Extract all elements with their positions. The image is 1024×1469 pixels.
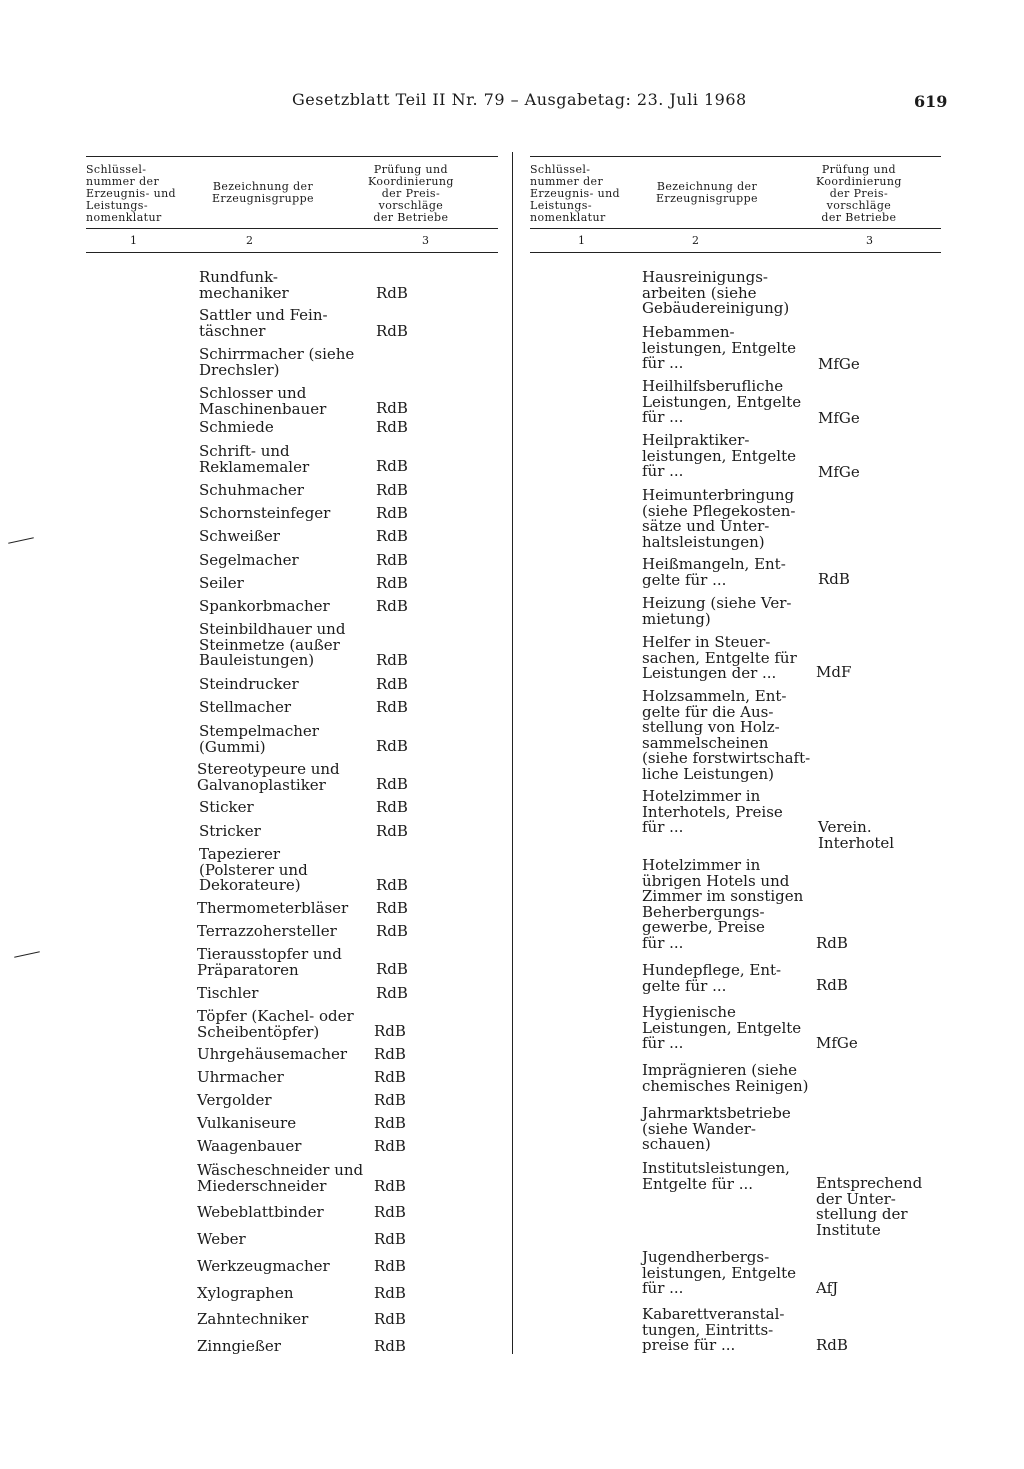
responsible-body: RdB — [374, 1284, 406, 1302]
responsible-body: RdB — [376, 775, 408, 793]
list-item: Xylographen — [197, 1284, 294, 1302]
responsible-body: RdB — [374, 1091, 406, 1109]
responsible-body: RdB — [376, 418, 408, 436]
list-item: Segelmacher — [199, 551, 299, 569]
list-item: Jahrmarktsbetriebe (siehe Wander- schauen) — [642, 1104, 791, 1154]
responsible-body: RdB — [374, 1230, 406, 1248]
header-key-number: Schlüssel- nummer der Erzeugnis- und Leistungs- nomenklatur — [530, 163, 620, 224]
responsible-body: RdB — [376, 899, 408, 917]
responsible-body: RdB — [816, 1336, 848, 1354]
responsible-body: RdB — [376, 984, 408, 1002]
responsible-body: MfGe — [818, 355, 860, 373]
column-number-3: 3 — [866, 234, 873, 247]
responsible-body: RdB — [374, 1114, 406, 1132]
list-item: Zahntechniker — [197, 1310, 309, 1328]
list-item: Spankorbmacher — [199, 597, 330, 615]
header-key-number: Schlüssel- nummer der Erzeugnis- und Leistungs- nomenklatur — [86, 163, 176, 224]
responsible-body: RdB — [376, 737, 408, 755]
list-item: Stereotypeure und Galvanoplastiker — [197, 760, 340, 794]
list-item: Webeblattbinder — [197, 1203, 324, 1221]
list-item: Wäscheschneider und Miederschneider — [197, 1161, 364, 1195]
column-number-2: 2 — [692, 234, 699, 247]
list-item: Heilpraktiker- leistungen, Entgelte für ... — [642, 431, 797, 481]
responsible-body: RdB — [376, 876, 408, 894]
responsible-body: RdB — [374, 1045, 406, 1063]
responsible-body: RdB — [376, 322, 408, 340]
responsible-body: RdB — [376, 597, 408, 615]
responsible-body: RdB — [374, 1257, 406, 1275]
list-item: Uhrmacher — [197, 1068, 284, 1086]
list-item: Thermometerbläser — [197, 899, 349, 917]
list-item: Rundfunk- mechaniker — [199, 268, 289, 302]
responsible-body: RdB — [816, 976, 848, 994]
responsible-body: RdB — [376, 698, 408, 716]
list-item: Heilhilfsberufliche Leistungen, Entgelte für ... — [642, 377, 802, 427]
responsible-body: RdB — [376, 675, 408, 693]
table-rule-bottom — [530, 252, 941, 253]
list-item: Zinngießer — [197, 1337, 281, 1355]
list-item: Steinbildhauer und Steinmetze (außer Bauleistungen) — [199, 620, 346, 670]
margin-mark — [8, 537, 34, 543]
list-item: Kabarettveranstal- tungen, Eintritts- preise für ... — [642, 1305, 785, 1355]
responsible-body: RdB — [374, 1203, 406, 1221]
responsible-body: MfGe — [818, 409, 860, 427]
responsible-body: AfJ — [816, 1279, 839, 1297]
responsible-body: RdB — [376, 527, 408, 545]
responsible-body: RdB — [816, 934, 848, 952]
responsible-body: RdB — [376, 798, 408, 816]
header-group-name: Bezeichnung der Erzeugnisgruppe — [212, 180, 314, 205]
responsible-body: Entsprechend der Unter- stellung der Institute — [816, 1174, 923, 1239]
table-rule-top — [86, 156, 498, 157]
list-item: Hebammen- leistungen, Entgelte für ... — [642, 323, 797, 373]
list-item: Jugendherbergs- leistungen, Entgelte für ... — [642, 1248, 797, 1298]
list-item: Schornsteinfeger — [199, 504, 331, 522]
responsible-body: RdB — [376, 574, 408, 592]
list-item: Waagenbauer — [197, 1137, 302, 1155]
list-item: Institutsleistungen, Entgelte für ... — [642, 1159, 790, 1193]
responsible-body: Verein. Interhotel — [818, 818, 895, 852]
page-header: Gesetzblatt Teil II Nr. 79 – Ausgabetag: 23. Juli 1968 — [292, 90, 747, 109]
responsible-body: RdB — [374, 1137, 406, 1155]
list-item: Sattler und Fein- täschner — [199, 306, 328, 340]
list-item: Heimunterbringung (siehe Pflegekosten- sätze und Unter- haltsleistungen) — [642, 486, 796, 551]
table-rule-mid — [86, 228, 498, 229]
list-item: Schlosser und Maschinenbauer — [199, 384, 327, 418]
column-number-1: 1 — [578, 234, 585, 247]
list-item: Tischler — [197, 984, 259, 1002]
column-number-1: 1 — [130, 234, 137, 247]
header-price-check: Prüfung und Koordinierung der Preis- vorschläge der Betriebe — [368, 163, 454, 224]
list-item: Hausreinigungs- arbeiten (siehe Gebäudereinigung) — [642, 268, 790, 318]
column-number-2: 2 — [246, 234, 253, 247]
responsible-body: RdB — [376, 504, 408, 522]
list-item: Hundepflege, Ent- gelte für ... — [642, 961, 782, 995]
table-rule-top — [530, 156, 941, 157]
responsible-body: MdF — [816, 663, 852, 681]
responsible-body: MfGe — [816, 1034, 858, 1052]
list-item: Schuhmacher — [199, 481, 304, 499]
list-item: Hotelzimmer in Interhotels, Preise für ... — [642, 787, 783, 837]
list-item: Heißmangeln, Ent- gelte für ... — [642, 555, 786, 589]
list-item: Sticker — [199, 798, 254, 816]
responsible-body: RdB — [374, 1022, 406, 1040]
responsible-body: RdB — [374, 1337, 406, 1355]
list-item: Imprägnieren (siehe chemisches Reinigen) — [642, 1061, 809, 1095]
responsible-body: MfGe — [818, 463, 860, 481]
responsible-body: RdB — [376, 284, 408, 302]
list-item: Hygienische Leistungen, Entgelte für ... — [642, 1003, 802, 1053]
list-item: Werkzeugmacher — [197, 1257, 330, 1275]
column-number-3: 3 — [422, 234, 429, 247]
responsible-body: RdB — [374, 1310, 406, 1328]
list-item: Helfer in Steuer- sachen, Entgelte für Leistungen der ... — [642, 633, 797, 683]
list-item: Schrift- und Reklamemaler — [199, 442, 310, 476]
responsible-body: RdB — [376, 822, 408, 840]
table-rule-mid — [530, 228, 941, 229]
responsible-body: RdB — [818, 570, 850, 588]
page-number: 619 — [914, 92, 948, 111]
responsible-body: RdB — [376, 457, 408, 475]
header-price-check: Prüfung und Koordinierung der Preis- vorschläge der Betriebe — [816, 163, 902, 224]
responsible-body: RdB — [374, 1177, 406, 1195]
list-item: Stempelmacher (Gummi) — [199, 722, 319, 756]
list-item: Vulkaniseure — [197, 1114, 297, 1132]
responsible-body: RdB — [376, 960, 408, 978]
list-item: Hotelzimmer in übrigen Hotels und Zimmer im sonstigen Beherbergungs- gewerbe, Preise für ... — [642, 856, 804, 952]
list-item: Holzsammeln, Ent- gelte für die Aus- stellung von Holz- sammelscheinen (siehe forstwirtschaft- liche Leistungen) — [642, 687, 811, 783]
list-item: Seiler — [199, 574, 244, 592]
list-item: Schweißer — [199, 527, 280, 545]
responsible-body: RdB — [376, 399, 408, 417]
list-item: Schmiede — [199, 418, 274, 436]
list-item: Tapezierer (Polsterer und Dekorateure) — [199, 845, 308, 895]
column-divider — [512, 152, 513, 1354]
list-item: Weber — [197, 1230, 246, 1248]
list-item: Uhrgehäusemacher — [197, 1045, 348, 1063]
list-item: Terrazzohersteller — [197, 922, 337, 940]
list-item: Stricker — [199, 822, 261, 840]
header-group-name: Bezeichnung der Erzeugnisgruppe — [656, 180, 758, 205]
table-rule-bottom — [86, 252, 498, 253]
responsible-body: RdB — [376, 922, 408, 940]
list-item: Schirrmacher (siehe Drechsler) — [199, 345, 355, 379]
list-item: Heizung (siehe Ver- mietung) — [642, 594, 792, 628]
responsible-body: RdB — [376, 481, 408, 499]
list-item: Töpfer (Kachel- oder Scheibentöpfer) — [197, 1007, 354, 1041]
list-item: Vergolder — [197, 1091, 272, 1109]
list-item: Stellmacher — [199, 698, 292, 716]
responsible-body: RdB — [376, 651, 408, 669]
list-item: Steindrucker — [199, 675, 299, 693]
responsible-body: RdB — [376, 551, 408, 569]
responsible-body: RdB — [374, 1068, 406, 1086]
list-item: Tierausstopfer und Präparatoren — [197, 945, 342, 979]
margin-mark — [14, 951, 40, 957]
